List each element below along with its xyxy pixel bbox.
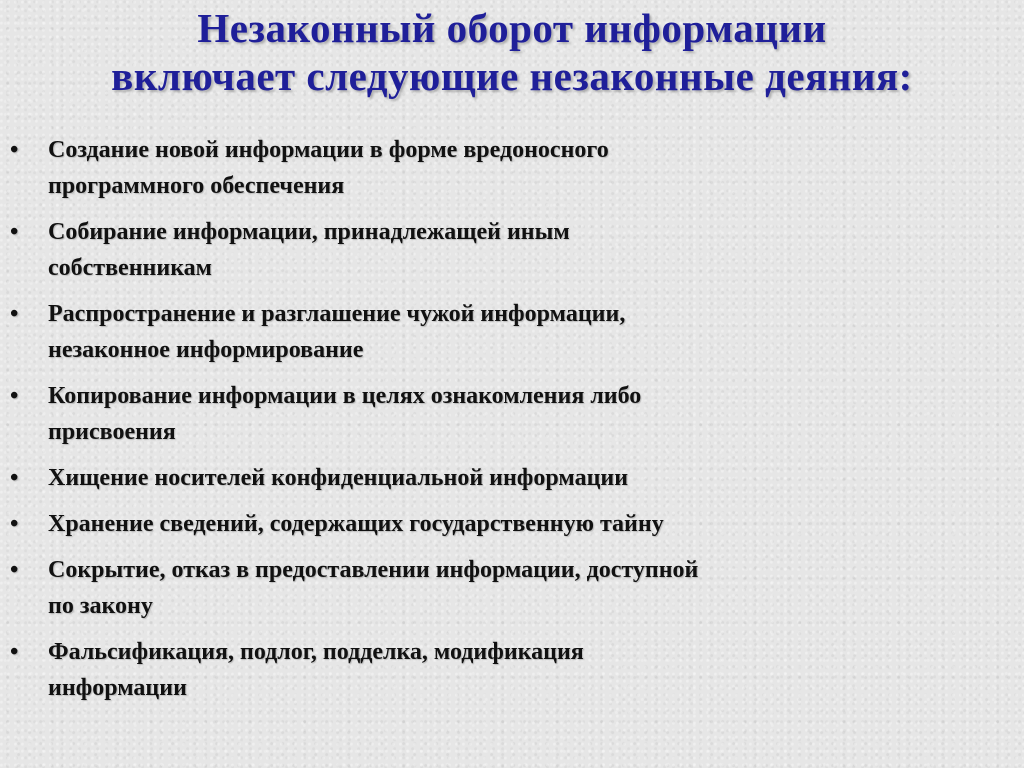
bullet-text-line-1: Сокрытие, отказ в предоставлении информации, доступной [48,557,699,583]
bullet-marker-icon: • [10,465,19,491]
bullet-marker-icon: • [10,383,19,409]
bullet-item-4 [0,378,1024,450]
bullet-item-8 [0,634,1024,706]
title-line-1: Незаконный оборот информации [197,5,827,51]
bullet-text-line-2: незаконное информирование [48,337,364,363]
bullet-text-line-1: Собирание информации, принадлежащей иным [48,219,570,245]
bullet-text-line-2: присвоения [48,419,176,445]
bullet-text-line-2: информации [48,675,187,701]
bullet-marker-icon: • [10,557,19,583]
bullet-text-line-2: программного обеспечения [48,173,345,199]
bullet-item-1 [0,132,1024,204]
bullet-marker-icon: • [10,301,19,327]
bullet-marker-icon: • [10,137,19,163]
bullet-item-6 [0,506,1024,542]
bullet-text-line-1: Распространение и разглашение чужой информации, [48,301,626,327]
bullet-text-line-2: собственникам [48,255,213,281]
slide-title [0,4,1024,100]
bullet-text-line-2: по закону [48,593,153,619]
bullet-marker-icon: • [10,219,19,245]
bullet-text-line-1: Создание новой информации в форме вредоносного [48,137,609,163]
bullet-item-7 [0,552,1024,624]
bullet-marker-icon: • [10,639,19,665]
bullet-text-line-1: Копирование информации в целях ознакомления либо [48,383,642,409]
bullet-item-2 [0,214,1024,286]
bullet-item-3 [0,296,1024,368]
bullet-list [0,132,1024,716]
bullet-marker-icon: • [10,511,19,537]
bullet-text-line-1: Хранение сведений, содержащих государственную тайну [48,511,664,537]
title-line-2: включает следующие незаконные деяния: [111,53,913,99]
bullet-item-5 [0,460,1024,496]
bullet-text-line-1: Фальсификация, подлог, подделка, модификация [48,639,584,665]
bullet-text-line-1: Хищение носителей конфиденциальной информации [48,465,629,491]
